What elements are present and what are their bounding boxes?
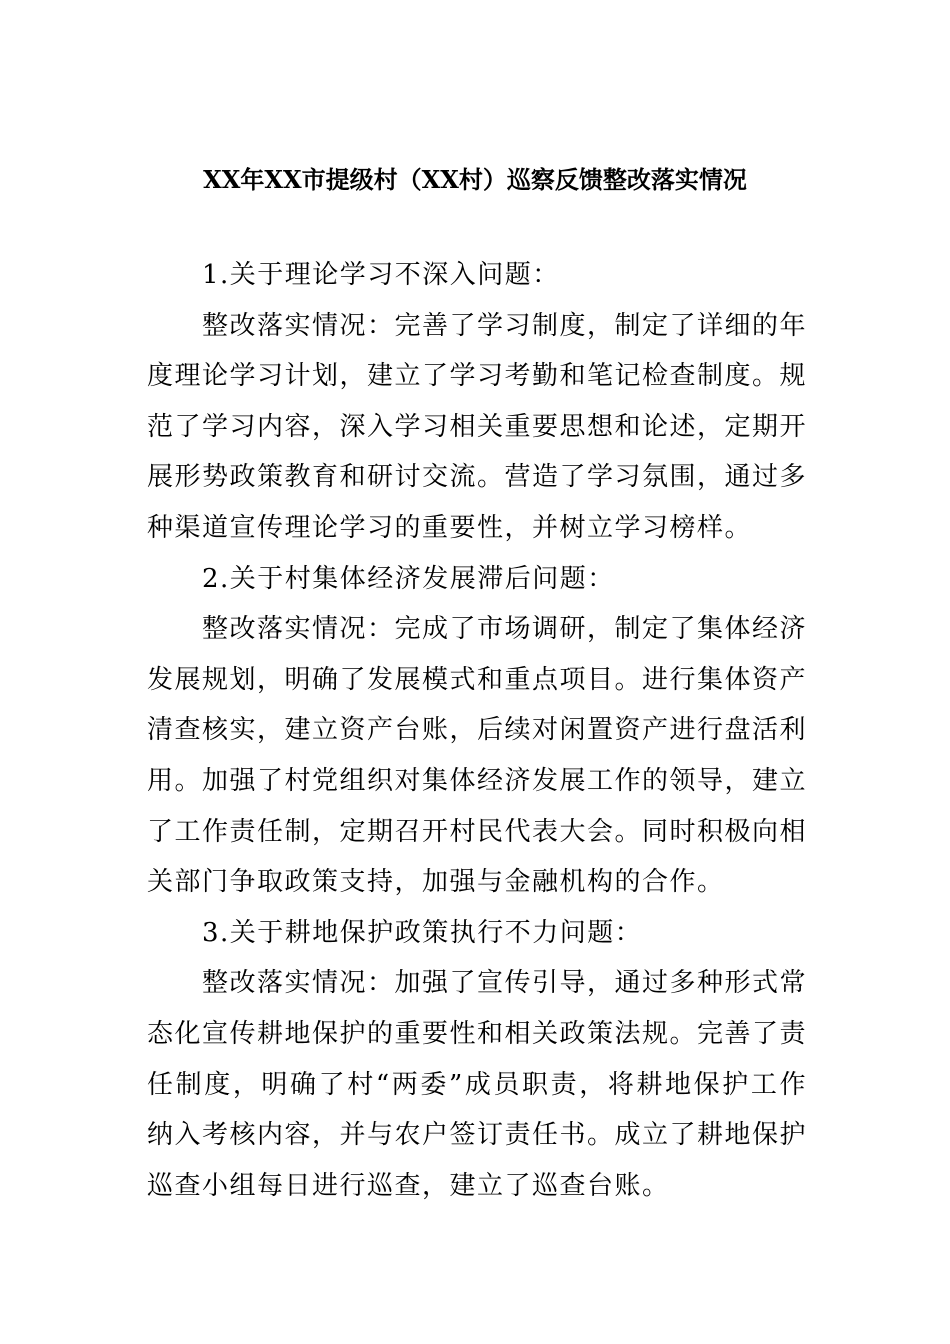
section-heading-1: 1.关于理论学习不深入问题： [202,260,560,290]
section-heading-2: 2.关于村集体经济发展滞后问题： [202,563,615,594]
section-body-3: 整改落实情况：加强了宣传引导，通过多种形式常态化宣传耕地保护的重要性和相关政策法规。完善了责任制度，明确了村“两委”成员职责，将耕地保护工作纳入考核内容，并与农户签订责任书。成立了耕地保护巡查小组每日进行巡查，建立了巡查台账。 [147,968,808,1201]
document-title: XX年XX市提级村（XX村）巡察反馈整改落实情况 [203,165,747,194]
section-body-1: 整改落实情况：完善了学习制度，制定了详细的年度理论学习计划，建立了学习考勤和笔记检查制度。规范了学习内容，深入学习相关重要思想和论述，定期开展形势政策教育和研讨交流。营造了学习氛围，通过多种渠道宣传理论学习的重要性，并树立学习榜样。 [147,310,808,543]
document-body [147,250,807,1211]
section-heading-3: 3.关于耕地保护政策执行不力问题： [202,917,643,948]
section-body-2: 整改落实情况：完成了市场调研，制定了集体经济发展规划，明确了发展模式和重点项目。进行集体资产清查核实，建立资产台账，后续对闲置资产进行盘活利用。加强了村党组织对集体经济发展工作的领导，建立了工作责任制，定期召开村民代表大会。同时积极向相关部门争取政策支持，加强与金融机构的合作。 [147,614,808,898]
